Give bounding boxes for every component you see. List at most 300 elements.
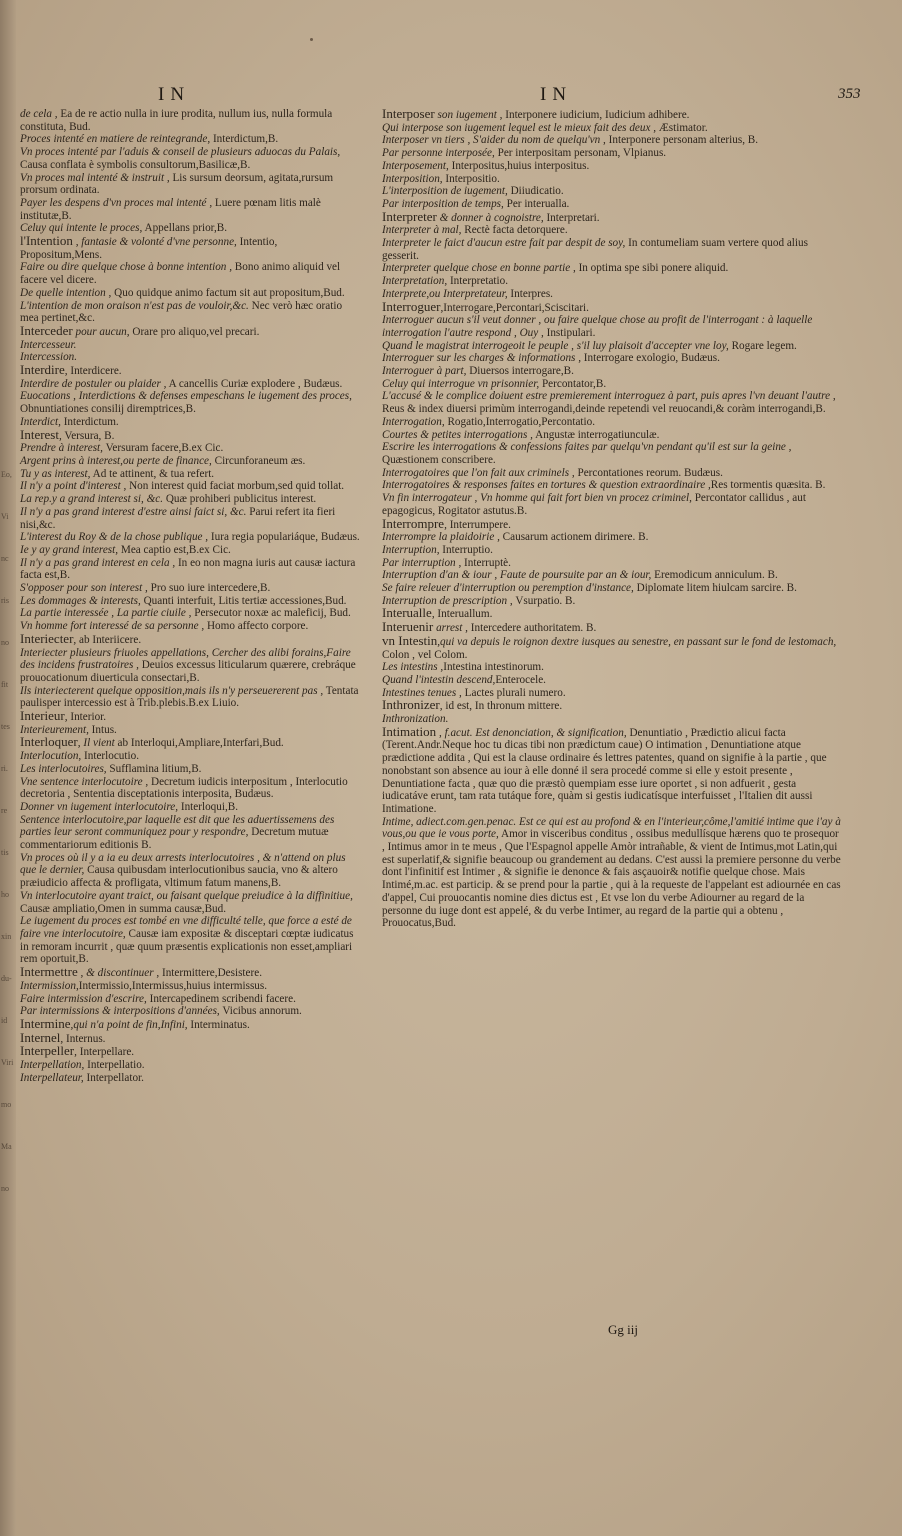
gutter-fragment: no	[1, 638, 9, 647]
entry-french: pour aucun,	[72, 325, 130, 338]
entry-french: De quelle intention ,	[20, 286, 112, 299]
entry-french: Escrire les interrogations & confessions faites par quelqu'vn pendant qu'il est sur la geine ,	[382, 441, 792, 454]
entry-latin: Instipulari.	[543, 326, 596, 339]
gutter-fragment: ho	[1, 890, 9, 899]
entry-latin: Interruptè.	[461, 556, 511, 569]
gutter-fragment: ris	[1, 596, 9, 605]
entry-french: Interrogation,	[382, 415, 445, 428]
entry-headword: Interualle	[382, 605, 432, 621]
entry-latin: Ad te attinent, & tua refert.	[90, 467, 215, 480]
gutter-fragment: fit	[1, 680, 9, 689]
entry-latin: Causa quibusdam interlocutionibus saucia, vno & altero præiudicio affecta & profligata, vltimum fatum manens,B.	[20, 864, 338, 890]
entry-french: L'intention de mon oraison n'est pas de vouloir,&c.	[20, 299, 249, 312]
entry-french: Interroguer à part,	[382, 365, 467, 378]
entry-headword: Interposer	[382, 106, 435, 121]
entry-latin: Colon , vel Colom.	[382, 648, 468, 661]
dictionary-entry	[20, 582, 362, 595]
entry-french: Vn proces où il y a ia eu deux arrests interlocutoires , & n'attend on plus que le dernier,	[20, 851, 346, 877]
entry-french: , & discontinuer ,	[77, 967, 160, 980]
dictionary-entry	[382, 595, 842, 608]
entry-latin: Res tormentis quæsita. B.	[710, 479, 826, 492]
entry-headword: Inthronizer	[382, 697, 440, 713]
entry-headword: Intermettre	[20, 964, 78, 980]
entry-french: L'accusé & le complice doiuent estre premierement interroguez à part, puis apres l'vn deuant l'autre ,	[382, 390, 836, 403]
entry-french: L'interposition de iugement,	[382, 185, 508, 198]
entry-latin: Homo affecto corpore.	[204, 620, 309, 633]
entry-latin: Denuntiatio , Prædictio alicui facta (Terent.Andr.Neque hoc tu dicas tibi non prædictum caue) O intimation , Denuntiatione atque prædictione addita , Qui est la clause ordinaire és lettres patentes, quand on signifie à la partie , que nonobstant son absence au iour à elle donné il sera procedé comme si elle y estoit presente , Denuntiatione facta , quæ quo die præstò quempiam esse iure oportet , si non adfuerit , gesta iudicatáve erunt, tam rata tutáque fore, quàm si gestis iudicatísque interfuisset , l'Italien dit aussi Intimatione.	[382, 726, 827, 815]
entry-french: Euocations , Interdictions & defenses empeschans le iugement des proces,	[20, 390, 352, 403]
entry-latin: Persecutor noxæ ac maleficij, Bud.	[191, 607, 351, 620]
entry-latin: Æstimator.	[656, 121, 708, 134]
entry-latin: Orare pro aliquo,vel precari.	[129, 325, 260, 338]
entry-french: Celuy qui interrogue vn prisonnier,	[382, 377, 540, 390]
entry-french: ,qui n'a point de fin,Infini,	[70, 1018, 188, 1031]
dictionary-entry	[20, 1005, 362, 1018]
entry-latin: Enterocele.	[495, 673, 546, 686]
entry-french: Interpreter quelque chose en bonne partie ,	[382, 262, 576, 275]
entry-french: Interieurement,	[20, 723, 89, 736]
entry-headword: Intimation	[382, 723, 437, 739]
entry-french: Intercesseur.	[20, 338, 77, 351]
entry-latin: Interdictum.	[60, 415, 119, 428]
entry-headword: Interiecter	[20, 630, 74, 646]
entry-latin: Versuram facere,B.ex Cic.	[102, 442, 224, 455]
entry-french: son iugement ,	[434, 109, 503, 121]
entry-latin: Reus & index diuersi primùm interrogandi,deinde repetendi vel reuocandi,& coràm interrogandi,B.	[382, 403, 826, 416]
dictionary-entry	[382, 208, 842, 225]
entry-french: Interpellation,	[20, 1059, 85, 1072]
entry-french: Les dommages & interests,	[20, 594, 141, 607]
dictionary-entry	[382, 185, 842, 198]
entry-latin: In contumeliam suam vertere quod alius gesserit.	[382, 237, 808, 262]
dictionary-entry	[20, 455, 362, 468]
left-column	[20, 108, 362, 1084]
entry-french: La rep.y a grand interest si, &c.	[20, 493, 164, 506]
entry-french: Interposer vn tiers , S'aider du nom de quelqu'vn ,	[382, 134, 606, 147]
dictionary-entry	[382, 390, 842, 415]
dictionary-entry	[20, 197, 362, 222]
entry-french: Qui interpose son iugement lequel est le mieux fait des deux ,	[382, 121, 657, 134]
entry-latin: Interpositus,huius interpositus.	[448, 159, 590, 172]
entry-headword: Intermine	[20, 1015, 71, 1031]
entry-french: Interlocution,	[20, 750, 82, 763]
entry-french: Interpretation,	[382, 275, 448, 288]
entry-french: Vne sentence interlocutoire ,	[20, 775, 149, 788]
entry-french: Donner vn iugement interlocutoire,	[20, 800, 179, 813]
dictionary-entry	[20, 506, 362, 531]
dictionary-entry	[20, 133, 362, 146]
entry-french: Faire ou dire quelque chose à bonne intention ,	[20, 261, 232, 274]
entry-french: , fantasie & volonté d'vne personne,	[72, 236, 237, 249]
dictionary-entry	[20, 468, 362, 481]
entry-french: ,	[431, 608, 435, 621]
entry-french: ,	[439, 700, 443, 713]
dictionary-entry	[20, 172, 362, 197]
gutter-fragment: tes	[1, 722, 10, 731]
page-number: 353	[838, 86, 861, 102]
entry-french: Prendre à interest,	[20, 442, 103, 455]
dictionary-entry	[382, 340, 842, 353]
entry-headword: Interceder	[20, 322, 73, 338]
dictionary-entry	[20, 852, 362, 890]
entry-headword: Interloquer	[20, 734, 78, 750]
gutter-fragment: Vi	[1, 512, 9, 521]
dictionary-entry	[382, 198, 842, 211]
entry-french: Intime, adiect.com.gen.penac. Est ce qui est au profond & en l'interieur,côme,l'amitié intime que i'ay à vous,ou que ie vous porte,	[382, 815, 841, 841]
entry-latin: Iura regia populariáque, Budæus.	[208, 531, 360, 544]
entry-french: Argent prins à interest,ou perte de finance,	[20, 454, 212, 467]
entry-latin: id est, In thronum mittere.	[442, 700, 563, 713]
entry-french: Ie y ay grand interest,	[20, 543, 119, 556]
dictionary-entry	[382, 674, 842, 687]
entry-french: Sentence interlocutoire,par laquelle est dit que les aduertissemens des parties leur seront communiquez pour y respondre,	[20, 813, 335, 839]
entry-latin: Interlocutio.	[81, 750, 140, 763]
entry-french: ,	[64, 711, 68, 724]
entry-latin: Interpellatio.	[84, 1059, 145, 1072]
entry-latin: Quo quidque animo factum sit aut propositum,Bud.	[111, 286, 345, 299]
entry-french: S'opposer pour son interest ,	[20, 582, 148, 595]
entry-latin: Bono animo aliquid vel facere vel dicere.	[20, 261, 341, 287]
dictionary-entry	[20, 416, 362, 429]
entry-french: Inthronization.	[382, 713, 449, 726]
entry-latin: Per interualla.	[503, 197, 570, 210]
gutter-fragment: id	[1, 1016, 8, 1025]
entry-latin: Intentio, Propositum,Mens.	[20, 236, 278, 261]
dictionary-entry	[382, 531, 842, 544]
gutter-fragment: tis	[1, 848, 9, 857]
dictionary-entry	[20, 1045, 362, 1059]
entry-latin: Ea de re actio nulla in iure prodita, nullum ius, nulla formula constituta, Bud.	[20, 108, 333, 133]
dictionary-entry	[382, 275, 842, 288]
entry-french: Les interlocutoires,	[20, 762, 107, 775]
dictionary-entry	[382, 108, 842, 122]
entry-french: Proces intenté en matiere de reintegrande,	[20, 133, 211, 146]
dictionary-entry	[382, 687, 842, 700]
entry-latin: Interruptio.	[439, 543, 493, 556]
entry-latin: Percontationes reorum. Budæus.	[574, 466, 723, 479]
entry-french: Interposition,	[382, 172, 443, 185]
dictionary-entry	[382, 816, 842, 930]
dictionary-entry	[20, 980, 362, 993]
entry-french: arrest ,	[433, 622, 468, 635]
dictionary-entry	[382, 661, 842, 674]
dictionary-entry	[382, 416, 842, 429]
dictionary-entry	[20, 595, 362, 608]
entry-french: Interrogatoires & responses faites en tortures & question extraordinaire ,	[382, 479, 711, 492]
signature-mark: Gg iij	[608, 1322, 638, 1337]
entry-latin: Diplomate litem hiulcam sarcire. B.	[633, 582, 797, 595]
entry-headword: Interdire	[20, 362, 65, 378]
entry-latin: Causa conflata è symbolis consultorum,Basilicæ,B.	[20, 158, 251, 171]
entry-latin: Lactes plurali numero.	[461, 686, 566, 699]
entry-latin: Deuios excessus liticularum quærere, crebráque prouocationum diuerticula consectari,B.	[20, 659, 356, 684]
entry-latin: Interdicere.	[67, 365, 122, 378]
dictionary-entry	[20, 426, 362, 443]
entry-french: Courtes & petites interrogations ,	[382, 428, 533, 441]
entry-french: Intermission,	[20, 979, 79, 992]
dictionary-entry	[20, 351, 362, 364]
entry-french: Interroguer sur les charges & informations ,	[382, 352, 581, 365]
dictionary-entry	[20, 814, 362, 852]
entry-french: ,	[444, 518, 447, 531]
entry-latin: Rogare legem.	[728, 339, 797, 352]
entry-french: Il n'y a point d'interest ,	[20, 480, 127, 493]
entry-latin: Decretum iudicis interpositum , Interlocutio decretoria , Sententia disceptationis interposita, Budæus.	[20, 775, 348, 801]
entry-french: Se faire releuer d'interruption ou peremption d'instance,	[382, 582, 634, 595]
entry-latin: In eo non magna iuris aut causæ iactura facta est,B.	[20, 556, 356, 582]
entry-french: Interrogatoires que l'on fait aux criminels ,	[382, 466, 575, 479]
entry-french: Interroguer aucun s'il veut donner , ou faire quelque chose au profit de l'interrogant : à laquelle interrogation l'autre respond , Ouy ,	[382, 314, 813, 339]
dictionary-entry	[20, 287, 362, 300]
entry-french: ,	[64, 365, 68, 378]
entry-french: Il n'y a pas grand interest en cela ,	[20, 556, 176, 569]
running-head-right: IN	[540, 84, 573, 105]
entry-french: ,	[58, 429, 62, 442]
entry-latin: Eremodicum anniculum. B.	[651, 569, 778, 582]
dictionary-entry	[382, 147, 842, 160]
entry-french: ,	[73, 633, 77, 646]
entry-french: La partie interessée , La partie ciuile ,	[20, 607, 192, 620]
dictionary-entry	[382, 544, 842, 557]
entry-headword: Interieur	[20, 708, 65, 724]
dictionary-entry	[20, 364, 362, 378]
dictionary-entry	[20, 557, 362, 582]
entry-french: Le iugement du proces est tombé en vne difficulté telle, que force a esté de faire vne interlocutoire,	[20, 915, 352, 940]
dictionary-entry	[20, 1059, 362, 1072]
dictionary-entry	[20, 1015, 362, 1032]
dictionary-entry	[382, 378, 842, 391]
dictionary-entry	[20, 339, 362, 352]
entry-french: Interposement,	[382, 159, 449, 172]
dictionary-entry	[20, 544, 362, 557]
entry-latin: Percontator,B.	[539, 377, 607, 390]
gutter-fragment: xin	[1, 932, 12, 941]
entry-french: Les intestins ,	[382, 661, 444, 674]
dictionary-entry	[20, 966, 362, 980]
gutter-fragment: no	[1, 1184, 9, 1193]
dictionary-entry	[20, 750, 362, 763]
entry-latin: Internus.	[63, 1032, 106, 1045]
entry-latin: Interloqui,B.	[178, 800, 239, 813]
dictionary-entry	[20, 736, 362, 750]
entry-latin: In optima spe sibi ponere aliquid.	[575, 262, 729, 275]
entry-french: Interpreter le faict d'aucun estre fait par despit de soy,	[382, 237, 626, 250]
dictionary-entry	[20, 776, 362, 801]
dictionary-entry	[382, 582, 842, 595]
entry-latin: Sufflamina litium,B.	[106, 762, 202, 775]
dictionary-entry	[382, 713, 842, 726]
entry-latin: Rogatio,Interrogatio,Percontatio.	[444, 415, 596, 428]
dictionary-entry	[382, 699, 842, 713]
entry-latin: Quæstionem conscribere.	[382, 453, 496, 466]
entry-latin: Interpretari.	[543, 211, 600, 224]
entry-latin: Angustæ interrogatiunculæ.	[532, 428, 660, 441]
entry-french: Par interposition de temps,	[382, 197, 504, 210]
entry-french: & donner à cognoistre,	[436, 211, 544, 224]
gutter-fragment: ri.	[1, 764, 8, 773]
entry-latin: Quanti interfuit, Litis tertiæ accessiones,Bud.	[140, 594, 347, 607]
entry-latin: Tentata paulisper intercessio est à Trib.plebis.B.ex Liuio.	[20, 684, 359, 710]
dictionary-entry	[382, 365, 842, 378]
entry-latin: Obnuntiationes consilij diremptrices,B.	[20, 403, 196, 416]
dictionary-entry	[20, 300, 362, 325]
entry-latin: ab Interloqui,Ampliare,Interfari,Bud.	[114, 737, 284, 750]
entry-headword: l'Intention	[20, 233, 73, 249]
dictionary-entry	[20, 235, 362, 261]
entry-french: Vn proces intenté par l'aduis & conseil de plusieurs aduocas du Palais,	[20, 146, 341, 159]
dictionary-entry	[382, 723, 842, 816]
entry-headword: Interuenir	[382, 619, 434, 635]
entry-french: Celuy qui intente le proces,	[20, 222, 143, 235]
dictionary-entry	[20, 801, 362, 814]
entry-latin: Vsurpatio. B.	[512, 594, 576, 607]
entry-french: Vn interlocutoire ayant traict, ou faisant quelque preiudice à la diffinitiue,	[20, 889, 353, 902]
entry-latin: Interponere personam alterius, B.	[605, 134, 759, 147]
dictionary-entry	[382, 173, 842, 186]
entry-latin: Mea captio est,B.ex Cic.	[118, 543, 231, 556]
entry-french: Quand l'intestin descend,	[382, 673, 496, 686]
entry-latin: ab Interiicere.	[76, 633, 142, 646]
dictionary-entry	[382, 352, 842, 365]
entry-latin: Intercedere authoritatem. B.	[467, 622, 597, 635]
dictionary-entry	[20, 480, 362, 493]
dictionary-entry	[382, 479, 842, 492]
entry-french: Il n'y a pas grand interest d'estre ainsi faict si, &c.	[20, 505, 247, 518]
entry-latin: Nec verò hæc oratio mea pertinet,&c.	[20, 299, 343, 325]
dictionary-entry	[20, 647, 362, 685]
gutter-fragment: du-	[1, 974, 12, 983]
entry-latin: Intestina intestinorum.	[443, 661, 544, 674]
entry-french: Intestines tenues ,	[382, 686, 462, 699]
entry-french: , f.acut. Est denonciation, & signification,	[436, 726, 627, 739]
entry-french: ,	[60, 1032, 64, 1045]
gutter-fragment: nc	[1, 554, 9, 563]
dictionary-entry	[382, 262, 842, 275]
entry-latin: Non interest quid faciat morbum,sed quid tollat.	[126, 480, 345, 493]
entry-headword: vn Intestin	[382, 632, 438, 648]
dictionary-entry	[382, 160, 842, 173]
entry-latin: Intermissio,Intermissus,huius intermissus.	[78, 979, 268, 992]
entry-latin: Interrogare exologio, Budæus.	[581, 352, 720, 365]
entry-latin: Interpellare.	[76, 1046, 135, 1059]
dictionary-entry	[20, 390, 362, 415]
gutter-fragment: mo	[1, 1100, 12, 1109]
gutter-fragment: Eo,	[1, 470, 12, 479]
dictionary-entry	[20, 915, 362, 966]
entry-french: Interruption,	[382, 543, 440, 556]
dictionary-entry	[382, 122, 842, 135]
entry-latin: Intus.	[88, 723, 117, 736]
entry-french: Vn proces mal intenté & instruit ,	[20, 171, 170, 184]
entry-latin: Lis sursum deorsum, agitata,rursum prorsum ordinata.	[20, 171, 334, 197]
entry-headword: Interpeller	[20, 1043, 75, 1059]
entry-french: Interpreter à mal,	[382, 224, 462, 237]
dictionary-entry	[20, 378, 362, 391]
entry-latin: Intercapedinem scribendi facere.	[146, 992, 296, 1005]
entry-headword: Interest	[20, 426, 59, 442]
entry-latin: Intermittere,Desistere.	[159, 967, 262, 980]
dictionary-entry	[20, 1072, 362, 1085]
dictionary-entry	[20, 531, 362, 544]
dictionary-entry	[20, 493, 362, 506]
dictionary-entry	[382, 298, 842, 315]
entry-latin: Percontator callidus , aut epagogicus, Rogitator astutus.B.	[382, 492, 806, 517]
entry-latin: A cancellis Curiæ explodere , Budæus.	[166, 377, 343, 390]
entry-latin: Interpellator.	[83, 1071, 144, 1084]
dictionary-entry	[382, 607, 842, 621]
entry-headword: Interroguer	[382, 298, 441, 314]
entry-latin: Interdictum,B.	[210, 133, 279, 146]
gutter-fragment: Viri	[1, 1058, 14, 1067]
entry-french: Faire intermission d'escrire,	[20, 992, 147, 1005]
entry-french: Vn homme fort interessé de sa personne ,	[20, 620, 205, 633]
entry-latin: Per interpositam personam, Vlpianus.	[494, 147, 667, 160]
entry-latin: Rectè facta detorquere.	[461, 224, 568, 237]
entry-french: Intercession.	[20, 351, 78, 364]
dictionary-entry	[382, 429, 842, 442]
entry-latin: Vicibus annorum.	[219, 1005, 302, 1018]
dictionary-entry	[382, 134, 842, 147]
entry-latin: Interponere iudicium, Iudicium adhibere.	[502, 109, 690, 121]
dictionary-entry	[382, 288, 842, 301]
entry-french: Interrompre la plaidoirie ,	[382, 531, 500, 544]
dictionary-entry	[20, 607, 362, 620]
dictionary-entry	[382, 621, 842, 635]
dictionary-entry	[20, 993, 362, 1006]
page-blemish	[310, 38, 313, 41]
entry-latin: Interminatus.	[187, 1018, 250, 1031]
entry-latin: Causæ ampliatio,Omen in summa causæ,Bud.	[20, 902, 227, 915]
entry-latin: Amor in visceribus conditus , ossibus medullísque hærens quo te prosequor , Intimus amor in te meus , Que l'Espagnol appelle Amòr intrañable, & vient de Intimus,mot Latin,qui est superlatif,& signifie beaucoup ou grandement au dedans. C'est aussi la premiere personne du verbe dont l'infinitif est Intimer , & signifie ie denonce & fais asçauoir& notifie quelque chose. Mais Intimé,m.ac. est particip. & se prend pour la partie , qui à la requeste de l'appelant est adiournée en cas d'appel, Cui prouocantis nomine dies dictus est , Et vse lon du verbe Adiourner au regard de la personne du iuge dont est appelé, & du verbe Intimer, au regard de la partie qui a obtenu , Prouocatus,Bud.	[382, 828, 841, 930]
entry-latin: Versura, B.	[61, 429, 115, 442]
dictionary-entry	[382, 515, 842, 532]
entry-french: Par intermissions & interpositions d'années,	[20, 1005, 220, 1018]
entry-headword: Interpreter	[382, 208, 437, 224]
entry-latin: Causarum actionem dirimere. B.	[499, 531, 649, 544]
dictionary-entry	[382, 492, 842, 517]
dictionary-entry	[382, 441, 842, 466]
dictionary-entry	[20, 261, 362, 286]
entry-french: Interdire de postuler ou plaider ,	[20, 377, 167, 390]
entry-french: ,	[440, 301, 444, 314]
entry-french: Vn fin interrogateur , Vn homme qui fait fort bien vn procez criminel,	[382, 492, 692, 505]
entry-latin: Interpres.	[507, 287, 553, 300]
entry-latin: Parui refert ita fieri nisi,&c.	[20, 505, 336, 531]
dictionary-entry	[382, 314, 842, 339]
dictionary-entry	[20, 442, 362, 455]
entry-latin: Interrumpere.	[446, 518, 511, 531]
entry-latin: Interpositio.	[442, 172, 500, 185]
dictionary-entry	[20, 146, 362, 171]
entry-latin: Appellans prior,B.	[142, 222, 228, 235]
dictionary-entry	[20, 763, 362, 776]
entry-latin: Luere pœnam litis malè institutæ,B.	[20, 196, 321, 222]
entry-french: Payer les despens d'vn proces mal intenté ,	[20, 196, 213, 209]
dictionary-entry	[382, 569, 842, 582]
entry-french: Interdict,	[20, 415, 61, 428]
entry-latin: Interrogare,Percontari,Sciscitari.	[443, 301, 589, 314]
entry-french: Interprete,ou Interpretateur,	[382, 287, 508, 300]
entry-french: Interruption de prescription ,	[382, 594, 513, 607]
right-column	[382, 108, 842, 930]
entry-headword: Interrompre	[382, 515, 445, 531]
dictionary-entry	[20, 322, 362, 339]
entry-french: de cela ,	[20, 108, 58, 120]
dictionary-entry	[382, 467, 842, 480]
entry-french: Quand le magistrat interrogeoit le peuple , s'il luy plaisoit d'accepter vne loy,	[382, 339, 729, 352]
entry-latin: Decretum mutuæ commentariorum editionis B.	[20, 826, 329, 852]
gutter-fragment: Ma	[1, 1142, 12, 1151]
